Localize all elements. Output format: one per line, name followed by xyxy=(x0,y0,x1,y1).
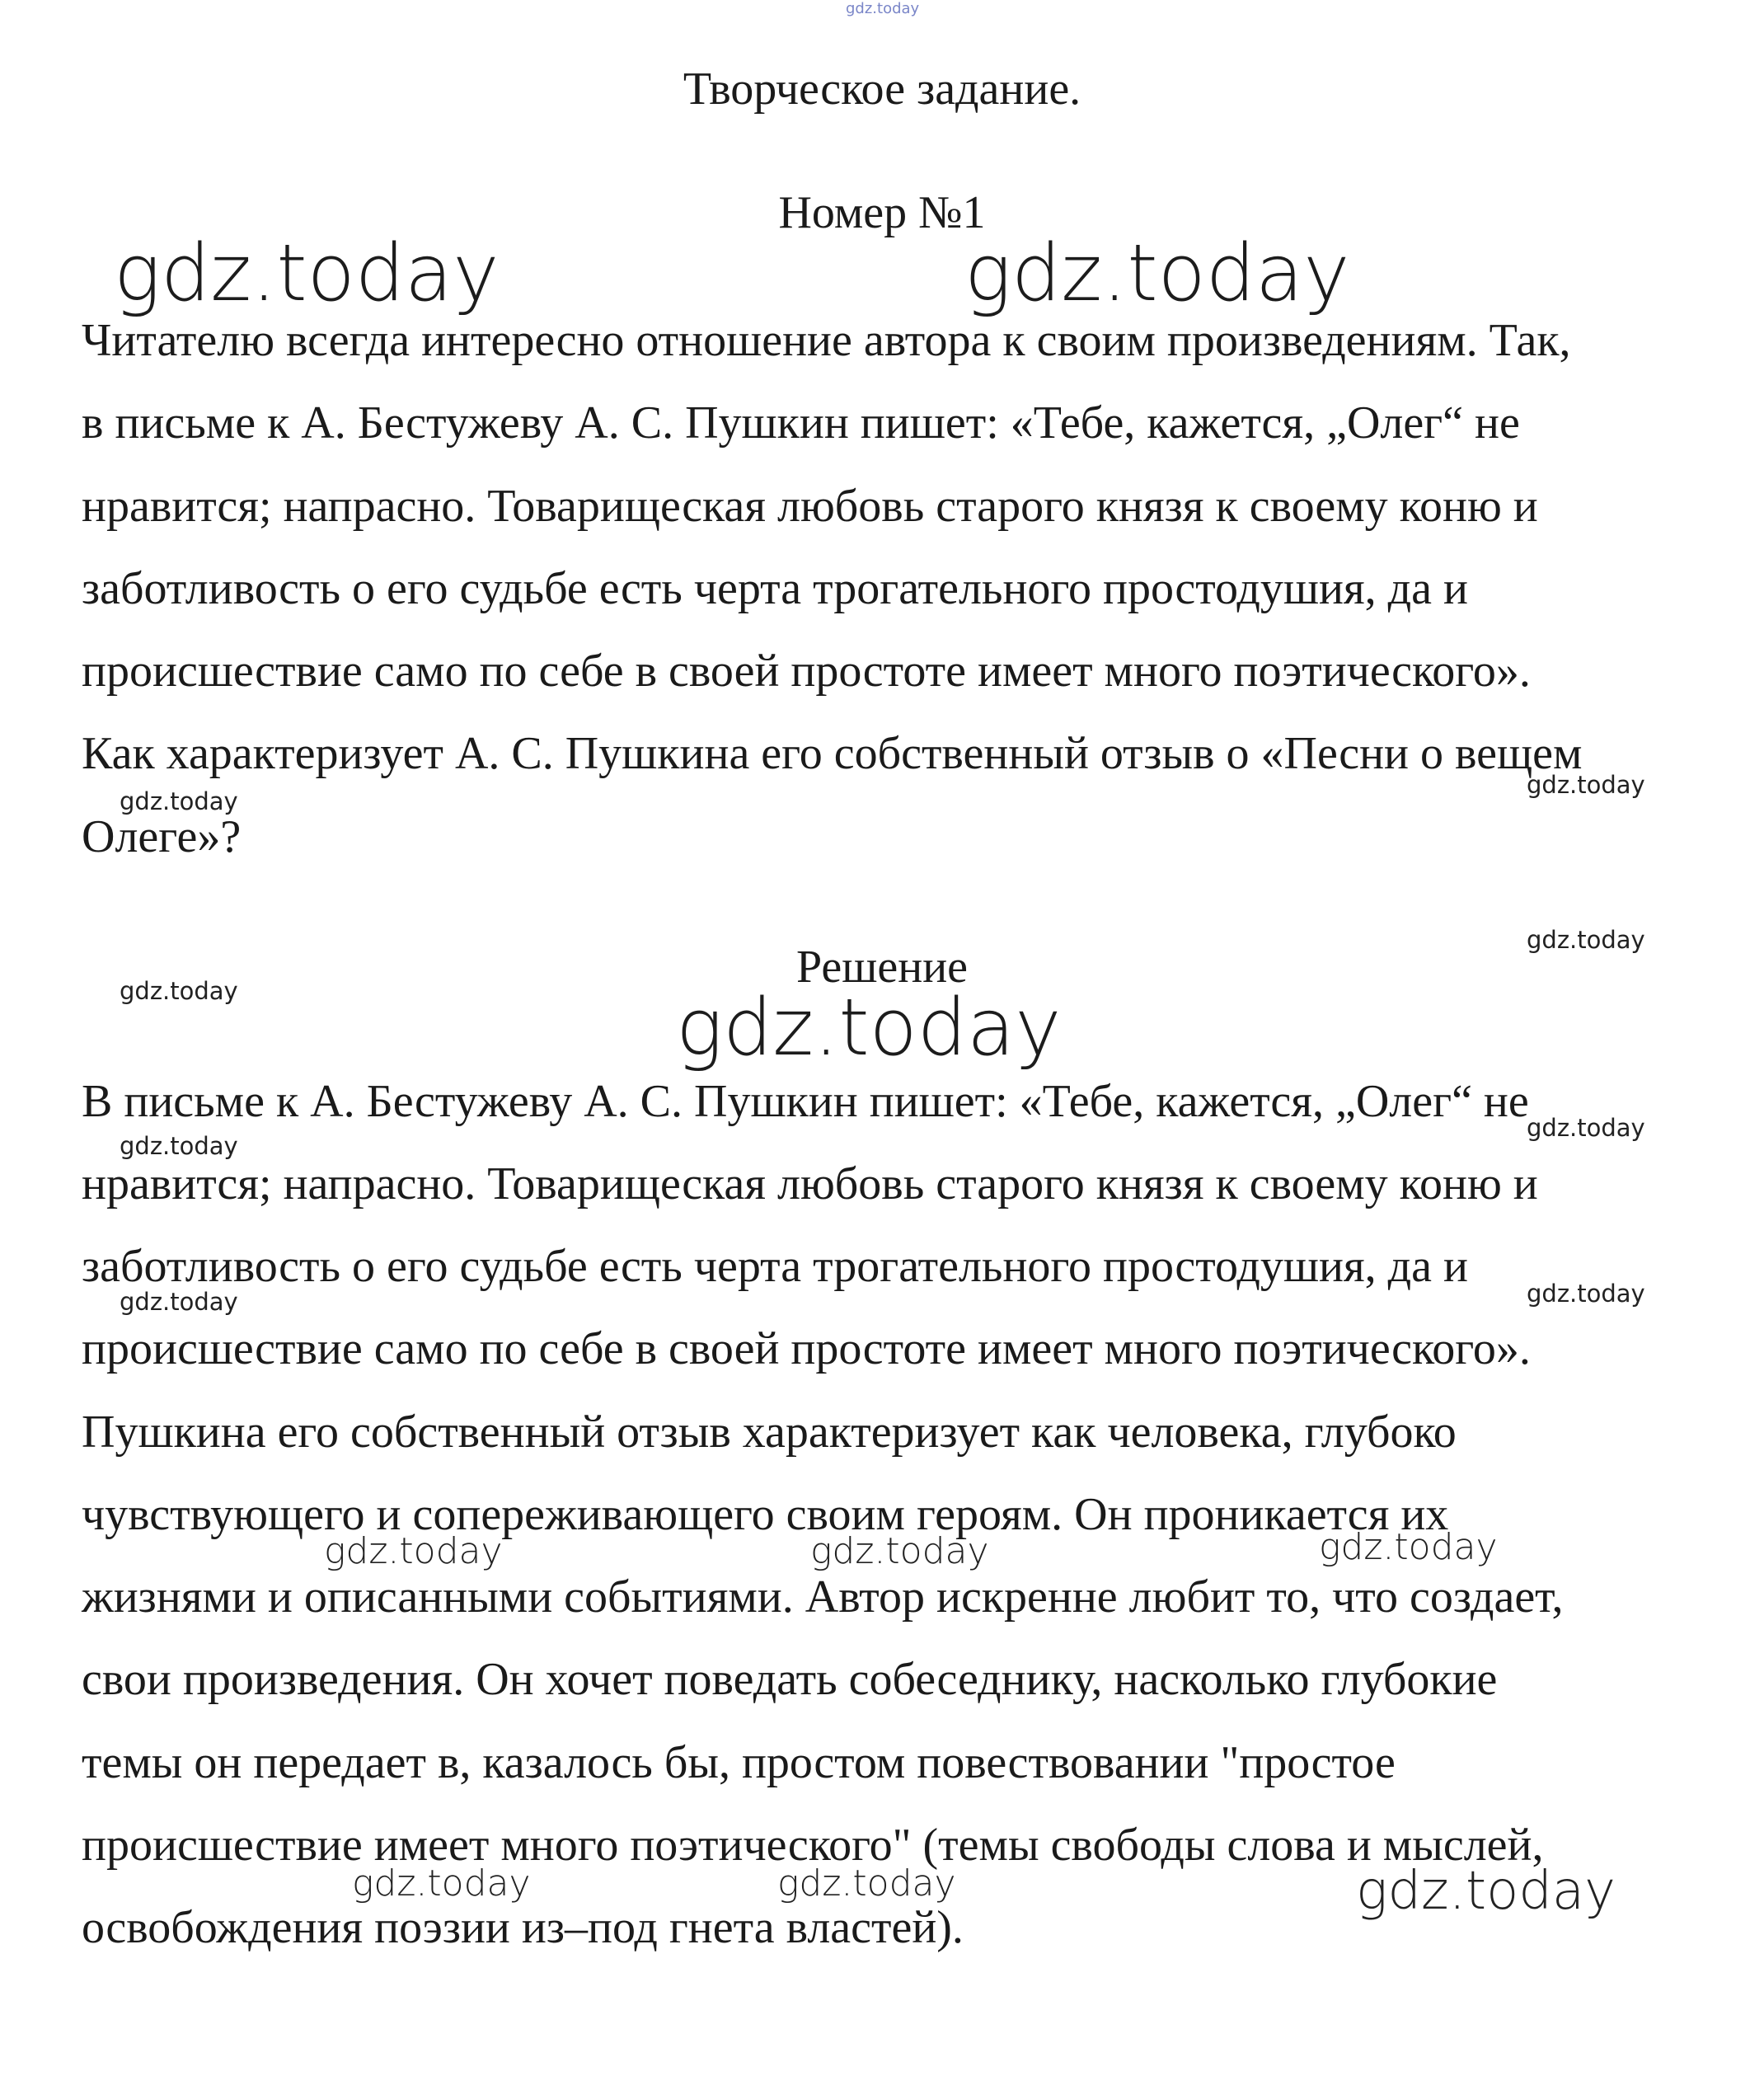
solution-line: чувствующего и сопереживающего своим героям. Он проникается их xyxy=(82,1489,1449,1540)
watermark: gdz.today xyxy=(120,977,238,1005)
question-line: Как характеризует А. С. Пушкина его собственный отзыв о «Песни о вещем xyxy=(82,728,1583,779)
solution-line: освобождения поэзии из–под гнета властей). xyxy=(82,1902,964,1953)
watermark: gdz.today xyxy=(1527,1280,1645,1308)
question-line: происшествие само по себе в своей простоте имеет много поэтического». xyxy=(82,646,1531,697)
watermark: gdz.today xyxy=(676,983,1062,1073)
solution-line: темы он передает в, казалось бы, простом повествовании "простое xyxy=(82,1737,1396,1788)
watermark-top: gdz.today xyxy=(846,0,920,17)
solution-line: В письме к А. Бестужеву А. С. Пушкин пишет: «Тебе, кажется, „Олег“ не xyxy=(82,1076,1529,1127)
solution-line: заботливость о его судьбе есть черта трогательного простодушия, да и xyxy=(82,1241,1468,1292)
watermark: gdz.today xyxy=(352,1862,531,1904)
question-line: заботливость о его судьбе есть черта трогательного простодушия, да и xyxy=(82,563,1468,614)
solution-heading: Решение xyxy=(795,942,969,993)
solution-line: происшествие имеет много поэтического" (темы свободы слова и мыслей, xyxy=(82,1820,1544,1871)
watermark: gdz.today xyxy=(324,1530,503,1572)
watermark: gdz.today xyxy=(1356,1861,1616,1922)
watermark: gdz.today xyxy=(1319,1526,1498,1568)
watermark: gdz.today xyxy=(777,1862,956,1904)
solution-line: Пушкина его собственный отзыв характеризует как человека, глубоко xyxy=(82,1407,1457,1458)
watermark: gdz.today xyxy=(1527,926,1645,954)
solution-line: жизнями и описанными событиями. Автор искренне любит то, что создает, xyxy=(82,1571,1564,1623)
task-number: Номер №1 xyxy=(778,187,986,238)
question-line: Олеге»? xyxy=(82,811,242,862)
watermark: gdz.today xyxy=(1527,771,1645,799)
watermark: gdz.today xyxy=(1527,1114,1645,1142)
page-title: Творческое задание. xyxy=(683,63,1081,115)
watermark: gdz.today xyxy=(964,228,1350,319)
watermark: gdz.today xyxy=(120,1132,238,1160)
watermark: gdz.today xyxy=(114,228,500,319)
question-line: Читателю всегда интересно отношение автора к своим произведениям. Так, xyxy=(82,315,1571,366)
solution-line: свои произведения. Он хочет поведать собеседнику, насколько глубокие xyxy=(82,1654,1498,1705)
watermark: gdz.today xyxy=(810,1530,989,1572)
watermark: gdz.today xyxy=(120,1288,238,1316)
solution-line: происшествие само по себе в своей простоте имеет много поэтического». xyxy=(82,1323,1531,1374)
watermark: gdz.today xyxy=(120,787,238,815)
question-line: в письме к А. Бестужеву А. С. Пушкин пишет: «Тебе, кажется, „Олег“ не xyxy=(82,397,1520,449)
solution-line: нравится; напрасно. Товарищеская любовь старого князя к своему коню и xyxy=(82,1158,1538,1209)
question-line: нравится; напрасно. Товарищеская любовь старого князя к своему коню и xyxy=(82,481,1538,532)
